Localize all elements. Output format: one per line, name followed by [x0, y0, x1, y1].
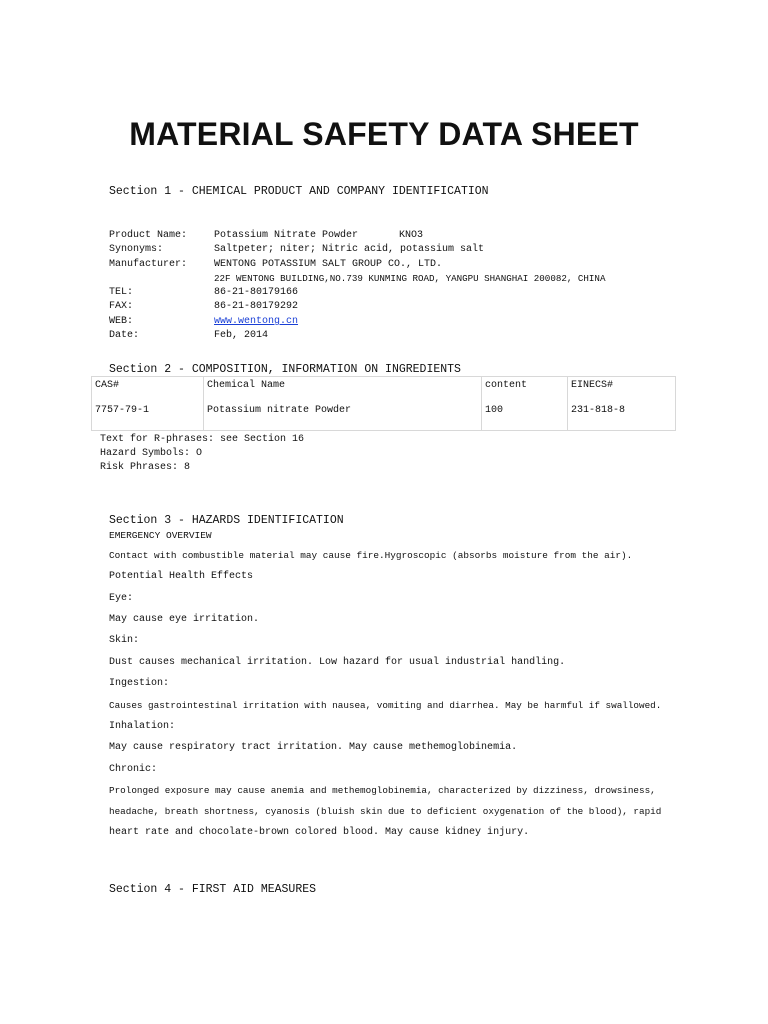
tel-value: 86-21-80179166 [214, 287, 299, 298]
chronic-text-line3: heart rate and chocolate-brown colored blood. May cause kidney injury. [109, 827, 530, 838]
eye-text: May cause eye irritation. [109, 614, 260, 625]
column-header-chemical-name: Chemical Name [207, 380, 286, 391]
fax-value: 86-21-80179292 [214, 301, 299, 312]
skin-label: Skin: [109, 635, 140, 646]
hazard-symbols: Hazard Symbols: O [100, 448, 203, 459]
emergency-overview-label: EMERGENCY OVERVIEW [109, 530, 212, 541]
manufacturer-address: 22F WENTONG BUILDING,NO.739 KUNMING ROAD, YANGPU SHANGHAI 200082, CHINA [214, 273, 606, 284]
section1-heading: Section 1 - CHEMICAL PRODUCT AND COMPANY IDENTIFICATION [109, 185, 489, 198]
column-header-content: content [485, 380, 528, 391]
einecs-value: 231-818-8 [571, 405, 626, 416]
document-title: MATERIAL SAFETY DATA SHEET [129, 116, 639, 152]
eye-label: Eye: [109, 593, 134, 604]
column-header-einecs: EINECS# [571, 380, 614, 391]
ingestion-label: Ingestion: [109, 678, 170, 689]
table-cell [568, 377, 676, 431]
column-header-cas: CAS# [95, 380, 120, 391]
section3-heading: Section 3 - HAZARDS IDENTIFICATION [109, 514, 344, 527]
overview-text: Contact with combustible material may cause fire.Hygroscopic (absorbs moisture from the air). [109, 550, 633, 561]
cas-value: 7757-79-1 [95, 405, 150, 416]
web-label: WEB: [109, 316, 134, 327]
manufacturer-value: WENTONG POTASSIUM SALT GROUP CO., LTD. [214, 259, 443, 270]
product-name-label: Product Name: [109, 230, 188, 241]
table-cell [204, 377, 482, 431]
ingestion-text: Causes gastrointestinal irritation with nausea, vomiting and diarrhea. May be harmful if swallowed. [109, 700, 662, 711]
risk-phrases: Risk Phrases: 8 [100, 462, 191, 473]
r-phrases-note: Text for R-phrases: see Section 16 [100, 434, 305, 445]
product-formula: KNO3 [399, 230, 424, 241]
table-cell [92, 377, 204, 431]
chronic-text-line2: headache, breath shortness, cyanosis (bluish skin due to deficient oxygenation of the blood), rapid [109, 806, 662, 817]
fax-label: FAX: [109, 301, 134, 312]
tel-label: TEL: [109, 287, 134, 298]
table-cell [482, 377, 568, 431]
skin-text: Dust causes mechanical irritation. Low hazard for usual industrial handling. [109, 657, 566, 668]
inhalation-text: May cause respiratory tract irritation. May cause methemoglobinemia. [109, 742, 518, 753]
composition-table [91, 376, 676, 431]
web-link[interactable]: www.wentong.cn [214, 316, 299, 327]
synonyms-label: Synonyms: [109, 244, 164, 255]
content-value: 100 [485, 405, 504, 416]
chronic-text-line1: Prolonged exposure may cause anemia and methemoglobinemia, characterized by dizziness, drowsiness, [109, 785, 656, 796]
table-row [92, 377, 676, 431]
chemical-name-value: Potassium nitrate Powder [207, 405, 352, 416]
product-name-value: Potassium Nitrate Powder [214, 230, 359, 241]
section4-heading: Section 4 - FIRST AID MEASURES [109, 883, 317, 896]
date-value: Feb, 2014 [214, 330, 269, 341]
potential-health-effects-label: Potential Health Effects [109, 571, 254, 582]
inhalation-label: Inhalation: [109, 721, 176, 732]
chronic-label: Chronic: [109, 764, 158, 775]
section2-heading: Section 2 - COMPOSITION, INFORMATION ON INGREDIENTS [109, 363, 461, 376]
manufacturer-label: Manufacturer: [109, 259, 188, 270]
date-label: Date: [109, 330, 140, 341]
synonyms-value: Saltpeter; niter; Nitric acid, potassium salt [214, 244, 485, 255]
